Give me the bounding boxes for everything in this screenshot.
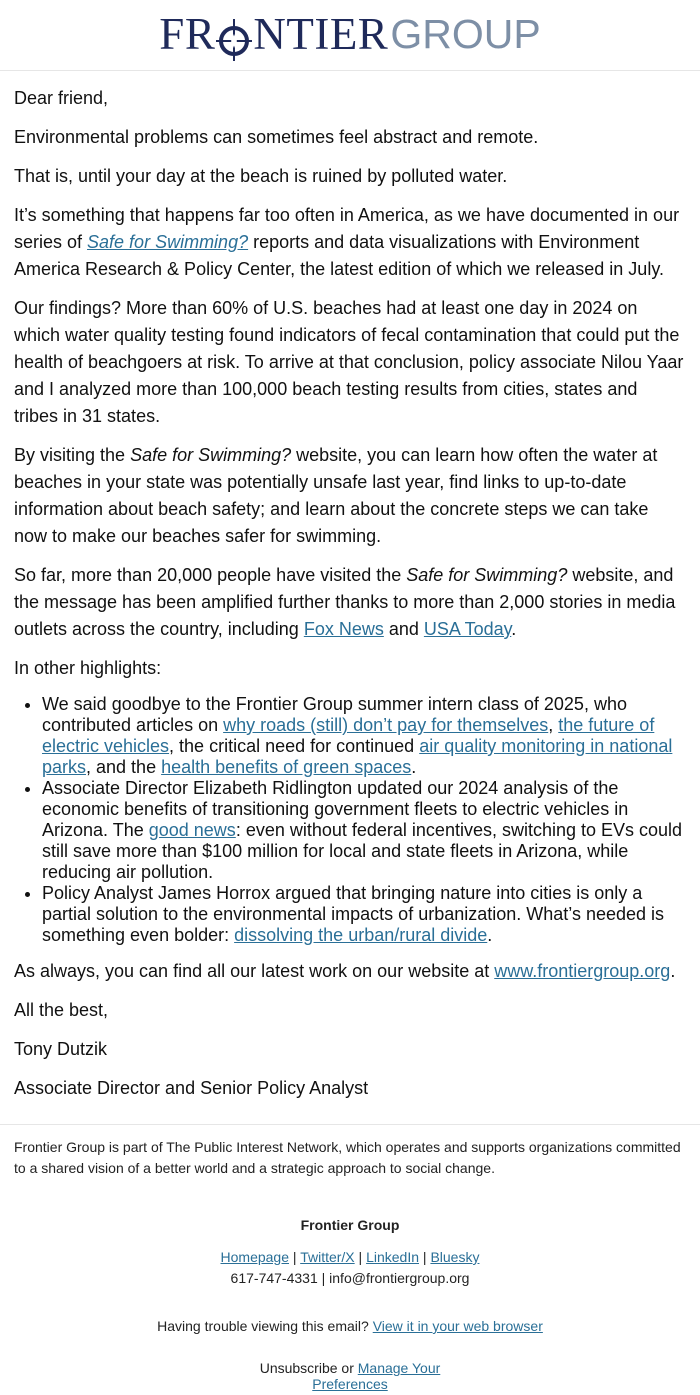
paragraph-5 — [14, 442, 686, 550]
logo-word-frontier — [159, 9, 388, 59]
green-spaces-link[interactable]: health benefits of green spaces — [161, 757, 412, 777]
contact-separator: | — [317, 1270, 330, 1286]
trouble-text: Having trouble viewing this email? — [157, 1318, 373, 1334]
paragraph-website — [14, 958, 686, 985]
compass-o-icon — [216, 17, 252, 61]
p3-text-b: reports and data visualizations with Environment America Research & Policy Center, the latest edition of which we released in July. — [14, 232, 664, 279]
footer-email: info@frontiergroup.org — [329, 1270, 470, 1286]
greeting: Dear friend, — [14, 88, 109, 108]
highlight-item — [42, 883, 686, 946]
manage-preferences-link[interactable]: Manage Your Preferences — [312, 1360, 441, 1392]
p6-end: . — [511, 619, 517, 639]
b1-text-c: , and the — [86, 757, 162, 777]
signature-name: Tony Dutzik — [14, 1039, 108, 1059]
footer-phone: 617-747-4331 — [230, 1270, 318, 1286]
p7-text-a: As always, you can find all our latest work on our website at — [14, 961, 495, 981]
air-quality-link[interactable]: air quality monitoring in national parks — [42, 736, 673, 777]
view-in-browser-link[interactable]: View it in your web browser — [372, 1318, 543, 1334]
logo-word-group: GROUP — [390, 10, 541, 57]
linkedin-link[interactable]: LinkedIn — [366, 1249, 420, 1265]
b2-text-b: : even without federal incentives, switching to EVs could still save more than $100 million for local and state fleets in Arizona, while reducing air pollution. — [42, 820, 683, 882]
urban-rural-link[interactable]: dissolving the urban/rural divide — [234, 925, 488, 945]
p5-text-a: By visiting the — [14, 445, 131, 465]
email-body — [0, 71, 700, 1102]
p3-text-a: It’s something that happens far too often in America, as we have documented in our series of — [14, 205, 680, 252]
p6-emphasis: Safe for Swimming? — [406, 565, 568, 585]
signature-title: Associate Director and Senior Policy Analyst — [14, 1078, 369, 1098]
logo-text-fr: FR — [159, 9, 216, 59]
b1-sep: , — [548, 715, 559, 735]
twitter-link[interactable]: Twitter/X — [300, 1249, 355, 1265]
signoff: All the best, — [14, 1000, 109, 1020]
p7-end: . — [670, 961, 676, 981]
good-news-link[interactable]: good news — [148, 820, 236, 840]
p6-text-a: So far, more than 20,000 people have visited the — [14, 565, 407, 585]
highlight-item — [42, 694, 686, 778]
safe-for-swimming-link[interactable] — [87, 232, 248, 252]
frontier-group-logo — [0, 8, 700, 61]
paragraph-1: Environmental problems can sometimes feel abstract and remote. — [14, 127, 539, 147]
b1-text-b: , the critical need for continued — [169, 736, 420, 756]
highlights-intro: In other highlights: — [14, 658, 162, 678]
footer-view-online — [0, 1316, 700, 1337]
safe-for-swimming-link-text: Safe for Swimming? — [87, 232, 249, 252]
logo-text-ntier: NTIER — [253, 9, 389, 59]
bluesky-link[interactable]: Bluesky — [430, 1249, 480, 1265]
email-header — [0, 0, 700, 71]
email-footer — [0, 1215, 700, 1392]
b1-end: . — [411, 757, 417, 777]
ev-future-link[interactable]: the future of electric vehicles — [42, 715, 655, 756]
b3-end: . — [487, 925, 493, 945]
p6-and: and — [383, 619, 424, 639]
footer-org-name: Frontier Group — [300, 1217, 400, 1233]
highlight-item — [42, 778, 686, 883]
b2-text-a: Associate Director Elizabeth Ridlington updated our 2024 analysis of the economic benefits of transitioning government fleets to electric vehicles in Arizona. The — [42, 778, 629, 840]
usa-today-link[interactable]: USA Today — [423, 619, 512, 639]
link-separator: | — [354, 1249, 367, 1265]
footer-contact — [0, 1268, 700, 1289]
highlights-list — [14, 694, 686, 946]
roads-article-link[interactable]: why roads (still) don’t pay for themselves — [223, 715, 549, 735]
link-separator: | — [289, 1249, 301, 1265]
b3-text-a: Policy Analyst James Horrox argued that bringing nature into cities is only a partial solution to the environmental impacts of urbanization. What’s needed is something even bolder: — [42, 883, 665, 945]
paragraph-3 — [14, 202, 686, 283]
b1-text-a: We said goodbye to the Frontier Group summer intern class of 2025, who contributed articles on — [42, 694, 627, 735]
footer-about: Frontier Group is part of The Public Interest Network, which operates and supports organizations committed to a shared vision of a better world and a strategic approach to social change. — [14, 1139, 681, 1176]
paragraph-4: Our findings? More than 60% of U.S. beaches had at least one day in 2024 on which water quality testing found indicators of fecal contamination that could put the health of beachgoers at risk. To arrive at that conclusion, policy associate Nilou Yaar and I analyzed more than 100,000 beach testing results from cities, states and tribes in 31 states. — [14, 298, 684, 426]
p6-text-b: website, and the message has been amplified further thanks to more than 2,000 stories in media outlets across the country, including — [14, 565, 676, 639]
unsubscribe-text: Unsubscribe or — [259, 1360, 358, 1376]
footer-social-links — [0, 1247, 700, 1268]
fox-news-link[interactable]: Fox News — [303, 619, 384, 639]
homepage-link[interactable]: Homepage — [220, 1249, 290, 1265]
footer-unsubscribe — [230, 1360, 470, 1392]
link-separator: | — [419, 1249, 431, 1265]
p5-text-b: website, you can learn how often the water at beaches in your state was potentially unsafe last year, find links to up-to-date information about beach safety; and learn about the concrete steps we can take now to make our beaches safer for swimming. — [14, 445, 658, 546]
paragraph-2: That is, until your day at the beach is ruined by polluted water. — [14, 166, 508, 186]
website-link[interactable]: www.frontiergroup.org — [494, 961, 671, 981]
p5-emphasis: Safe for Swimming? — [130, 445, 292, 465]
paragraph-6 — [14, 562, 686, 643]
